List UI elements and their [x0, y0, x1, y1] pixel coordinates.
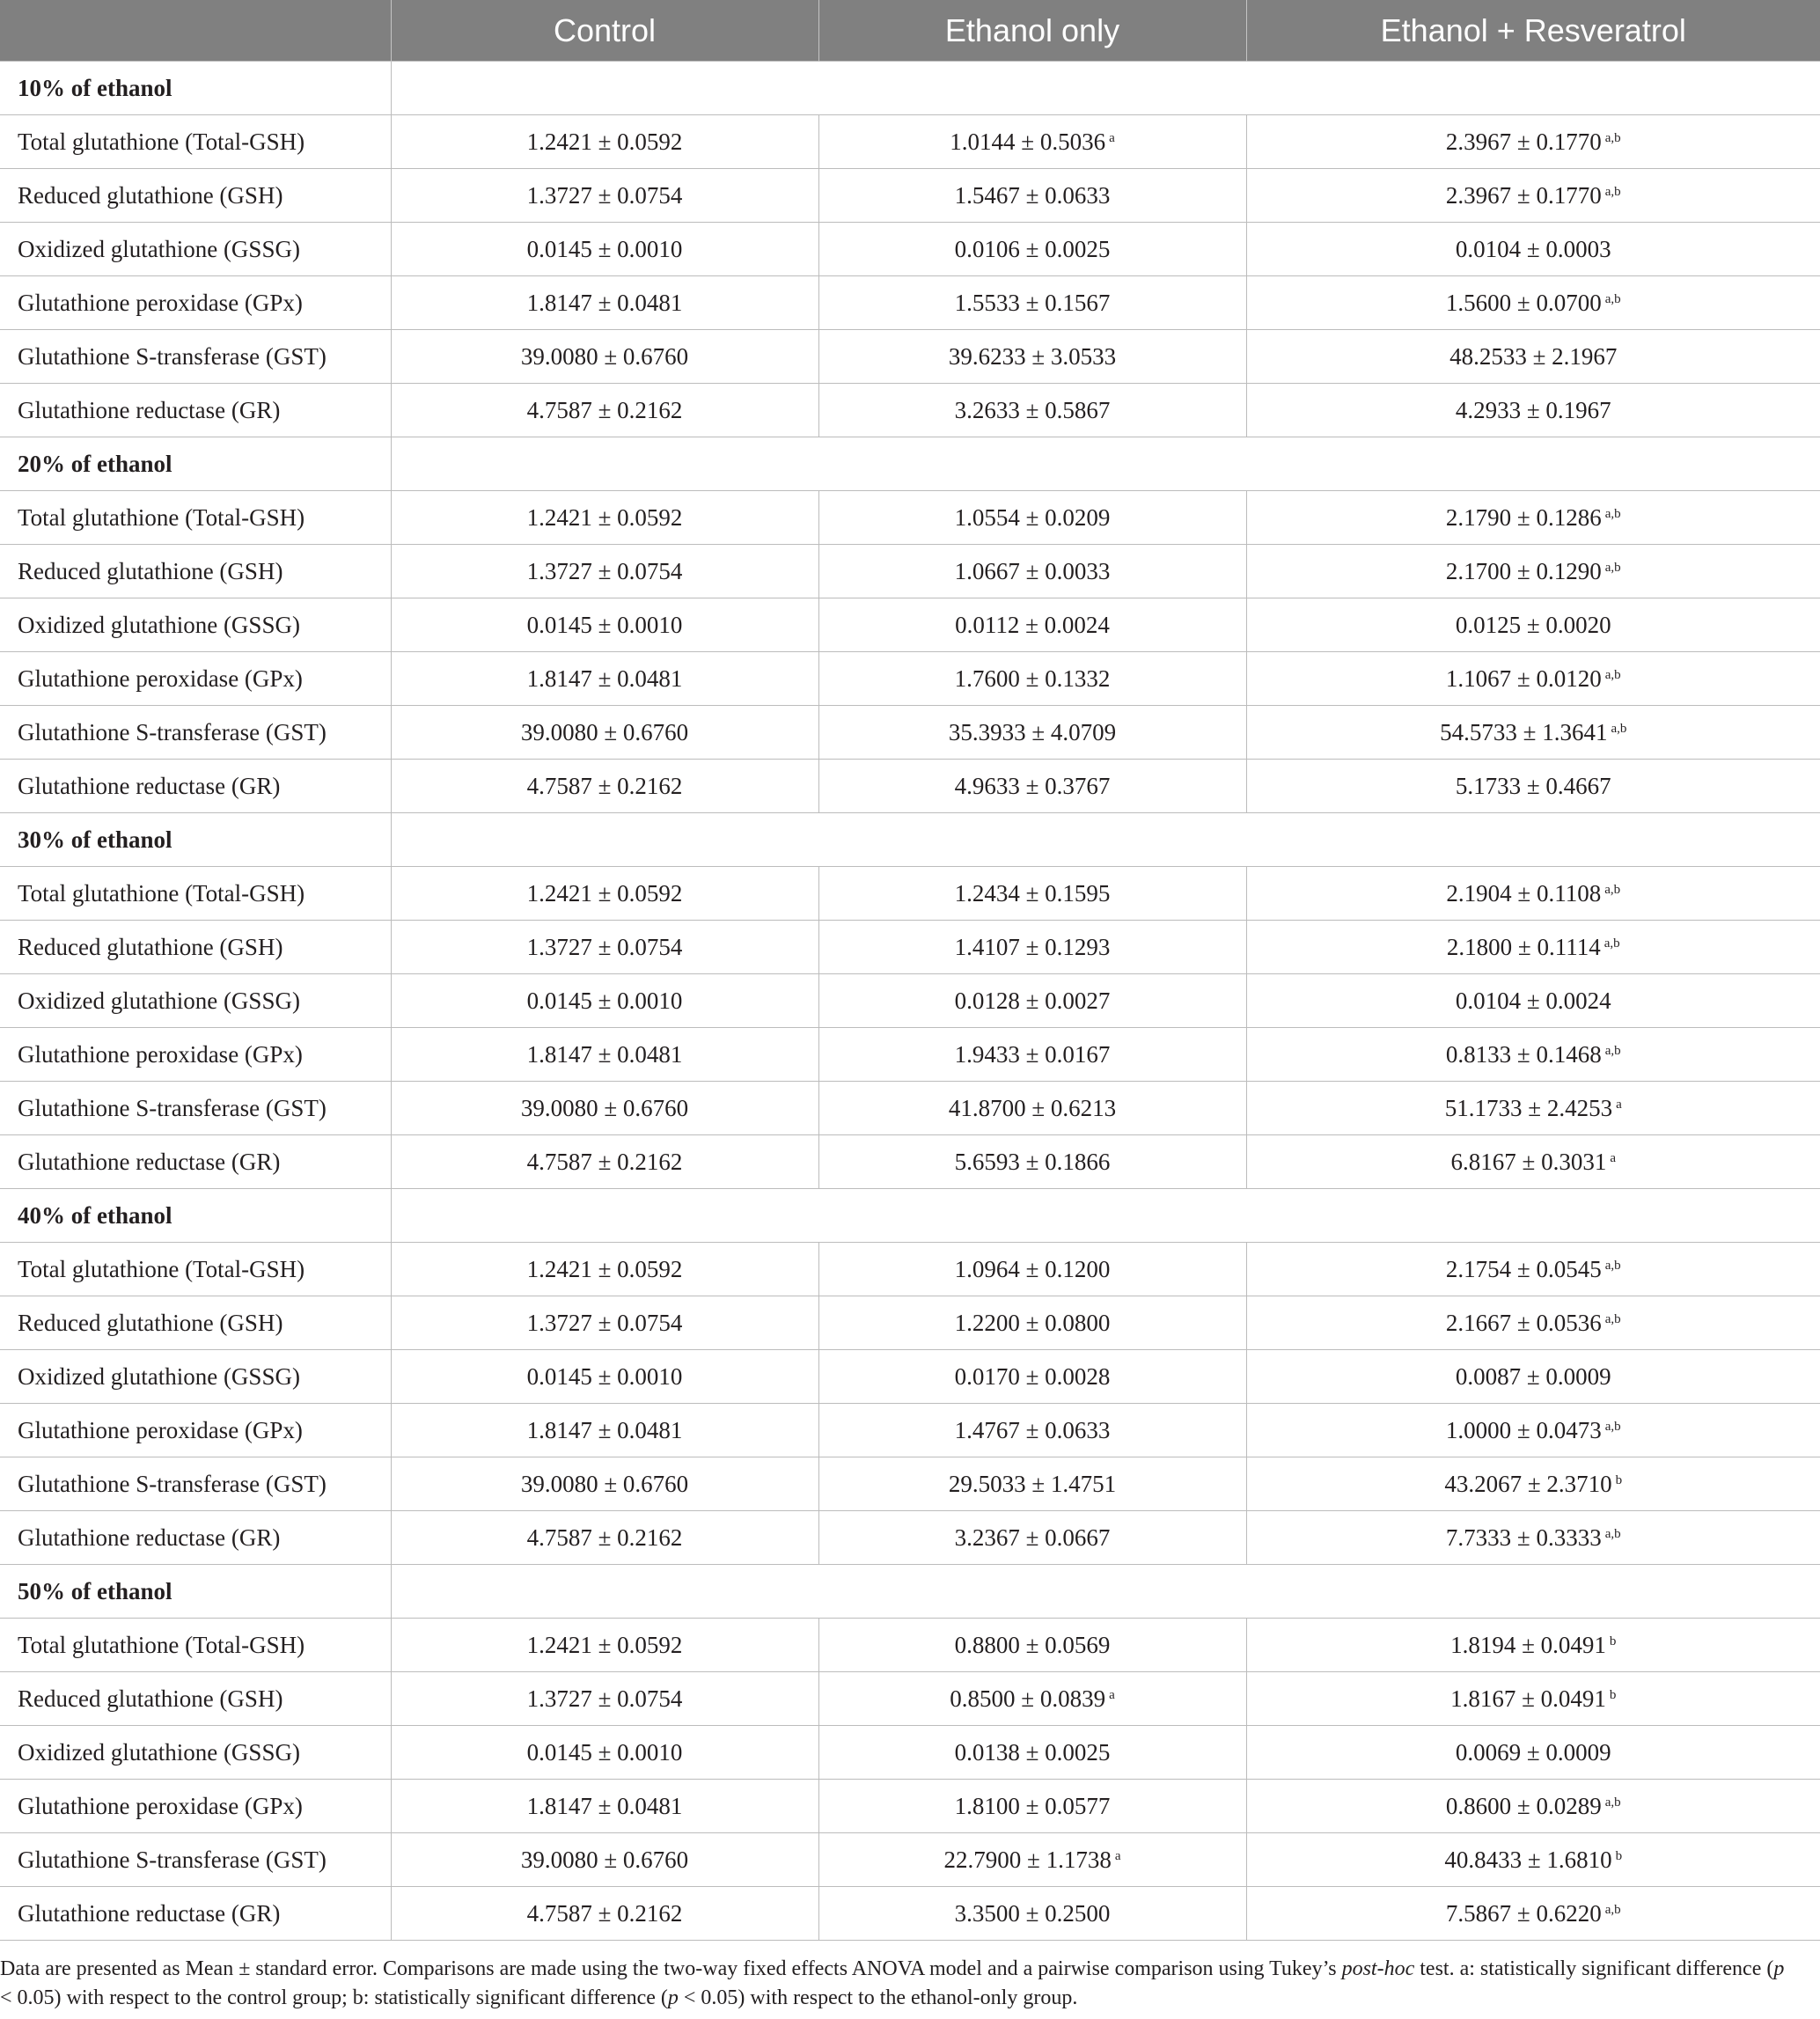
ethanol-only-value-cell — [818, 384, 1246, 437]
ethanol-only-value-cell — [818, 545, 1246, 598]
ethanol-resveratrol-value: 2.1800 ± 0.1114 — [1446, 933, 1601, 960]
control-value-cell — [391, 867, 818, 921]
header-ethanol-only: Ethanol only — [818, 0, 1246, 62]
control-value-cell — [391, 974, 818, 1028]
ethanol-resveratrol-value: 1.0000 ± 0.0473 — [1445, 1416, 1602, 1443]
row-label: Total glutathione (Total-GSH) — [0, 867, 391, 921]
significance-marker: a,b — [1604, 1795, 1621, 1810]
ethanol-only-value: 29.5033 ± 1.4751 — [948, 1470, 1117, 1497]
table-row — [0, 1243, 1820, 1296]
ethanol-resveratrol-value: 1.8167 ± 0.0491 — [1450, 1685, 1606, 1712]
ethanol-resveratrol-value-cell — [1246, 223, 1820, 276]
ethanol-only-value-cell — [818, 1296, 1246, 1350]
control-value: 0.0145 ± 0.0010 — [526, 235, 683, 262]
ethanol-only-value-cell — [818, 276, 1246, 330]
control-value: 39.0080 ± 0.6760 — [520, 1470, 689, 1497]
footnote-italic-p1: p — [1773, 1957, 1785, 1980]
control-value: 39.0080 ± 0.6760 — [520, 718, 689, 745]
table-body — [0, 62, 1820, 1941]
header-control: Control — [391, 0, 818, 62]
control-value-cell — [391, 1135, 818, 1189]
control-value: 1.2421 ± 0.0592 — [526, 1631, 683, 1658]
ethanol-resveratrol-value-cell — [1246, 1511, 1820, 1565]
significance-marker: a — [1114, 1848, 1121, 1863]
ethanol-resveratrol-value: 7.5867 ± 0.6220 — [1445, 1899, 1602, 1927]
significance-marker: a,b — [1604, 1258, 1621, 1273]
group-header-row — [0, 1565, 1820, 1619]
table-row — [0, 1511, 1820, 1565]
row-label: Glutathione peroxidase (GPx) — [0, 1780, 391, 1833]
ethanol-only-value-cell — [818, 1457, 1246, 1511]
table-row — [0, 1726, 1820, 1780]
control-value: 0.0145 ± 0.0010 — [526, 1738, 683, 1766]
control-value-cell — [391, 921, 818, 974]
table-row — [0, 276, 1820, 330]
ethanol-resveratrol-value-cell — [1246, 1082, 1820, 1135]
control-value: 1.2421 ± 0.0592 — [526, 503, 683, 531]
footnote-italic-p2: p — [667, 1986, 679, 2009]
table-row — [0, 760, 1820, 813]
header-blank — [0, 0, 391, 62]
control-value: 4.7587 ± 0.2162 — [526, 1523, 683, 1551]
ethanol-resveratrol-value-cell — [1246, 921, 1820, 974]
row-label: Glutathione peroxidase (GPx) — [0, 652, 391, 706]
row-label: Total glutathione (Total-GSH) — [0, 491, 391, 545]
table-row — [0, 1082, 1820, 1135]
ethanol-only-value: 1.2200 ± 0.0800 — [954, 1309, 1111, 1336]
ethanol-only-value: 1.0554 ± 0.0209 — [954, 503, 1111, 531]
control-value-cell — [391, 276, 818, 330]
control-value: 1.8147 ± 0.0481 — [526, 289, 683, 316]
row-label: Glutathione peroxidase (GPx) — [0, 1404, 391, 1457]
significance-marker: a,b — [1604, 291, 1621, 306]
significance-marker: b — [1609, 1687, 1617, 1702]
group-title-spacer — [391, 437, 1820, 491]
ethanol-resveratrol-value-cell — [1246, 1457, 1820, 1511]
ethanol-only-value: 1.4767 ± 0.0633 — [954, 1416, 1111, 1443]
ethanol-resveratrol-value: 4.2933 ± 0.1967 — [1455, 396, 1611, 423]
ethanol-only-value-cell — [818, 223, 1246, 276]
control-value: 39.0080 ± 0.6760 — [520, 1094, 689, 1121]
ethanol-resveratrol-value-cell — [1246, 545, 1820, 598]
control-value-cell — [391, 1726, 818, 1780]
ethanol-resveratrol-value-cell — [1246, 1726, 1820, 1780]
row-label: Oxidized glutathione (GSSG) — [0, 1726, 391, 1780]
row-label: Oxidized glutathione (GSSG) — [0, 598, 391, 652]
ethanol-resveratrol-value: 6.8167 ± 0.3031 — [1450, 1148, 1607, 1175]
significance-marker: a,b — [1604, 1419, 1621, 1434]
row-label: Oxidized glutathione (GSSG) — [0, 974, 391, 1028]
significance-marker: a,b — [1611, 721, 1627, 736]
table-row — [0, 1404, 1820, 1457]
control-value: 4.7587 ± 0.2162 — [526, 1148, 683, 1175]
group-title-spacer — [391, 813, 1820, 867]
ethanol-only-value: 1.9433 ± 0.0167 — [954, 1040, 1111, 1068]
significance-marker: a,b — [1604, 1043, 1621, 1058]
control-value: 1.2421 ± 0.0592 — [526, 879, 683, 907]
ethanol-only-value-cell — [818, 1028, 1246, 1082]
control-value-cell — [391, 1887, 818, 1941]
ethanol-only-value: 3.2633 ± 0.5867 — [954, 396, 1111, 423]
ethanol-only-value: 22.7900 ± 1.1738 — [943, 1846, 1112, 1873]
table-row — [0, 867, 1820, 921]
significance-marker: a,b — [1604, 667, 1621, 682]
ethanol-resveratrol-value-cell — [1246, 1887, 1820, 1941]
ethanol-only-value-cell — [818, 1243, 1246, 1296]
row-label: Oxidized glutathione (GSSG) — [0, 223, 391, 276]
ethanol-only-value: 5.6593 ± 0.1866 — [954, 1148, 1111, 1175]
control-value: 1.2421 ± 0.0592 — [526, 1255, 683, 1282]
control-value-cell — [391, 1404, 818, 1457]
control-value: 39.0080 ± 0.6760 — [520, 1846, 689, 1873]
ethanol-only-value: 0.8500 ± 0.0839 — [950, 1685, 1106, 1712]
group-title-spacer — [391, 62, 1820, 115]
ethanol-resveratrol-value-cell — [1246, 598, 1820, 652]
control-value-cell — [391, 706, 818, 760]
control-value: 1.3727 ± 0.0754 — [526, 181, 683, 209]
significance-marker: a — [1610, 1150, 1616, 1165]
ethanol-resveratrol-value-cell — [1246, 491, 1820, 545]
table-row — [0, 1780, 1820, 1833]
ethanol-only-value: 39.6233 ± 3.0533 — [948, 342, 1117, 370]
ethanol-only-value: 0.0170 ± 0.0028 — [954, 1362, 1111, 1390]
row-label: Glutathione reductase (GR) — [0, 1135, 391, 1189]
control-value-cell — [391, 1833, 818, 1887]
ethanol-resveratrol-value: 0.0104 ± 0.0003 — [1455, 235, 1611, 262]
header-ethanol-resveratrol: Ethanol + Resveratrol — [1246, 0, 1820, 62]
group-header-row — [0, 813, 1820, 867]
ethanol-resveratrol-value: 48.2533 ± 2.1967 — [1449, 342, 1618, 370]
ethanol-resveratrol-value-cell — [1246, 384, 1820, 437]
significance-marker: a,b — [1604, 560, 1621, 575]
group-title: 30% of ethanol — [0, 813, 391, 867]
control-value: 39.0080 ± 0.6760 — [520, 342, 689, 370]
ethanol-only-value: 35.3933 ± 4.0709 — [948, 718, 1117, 745]
row-label: Oxidized glutathione (GSSG) — [0, 1350, 391, 1404]
control-value-cell — [391, 384, 818, 437]
ethanol-only-value-cell — [818, 1135, 1246, 1189]
control-value-cell — [391, 1082, 818, 1135]
footnote-text-4: < 0.05) with respect to the ethanol-only group. — [678, 1986, 1078, 2009]
table-row — [0, 1457, 1820, 1511]
row-label: Reduced glutathione (GSH) — [0, 921, 391, 974]
ethanol-only-value: 1.0964 ± 0.1200 — [954, 1255, 1111, 1282]
table-row — [0, 598, 1820, 652]
control-value-cell — [391, 1457, 818, 1511]
ethanol-resveratrol-value-cell — [1246, 276, 1820, 330]
control-value-cell — [391, 115, 818, 169]
table-row — [0, 1135, 1820, 1189]
ethanol-resveratrol-value: 0.8133 ± 0.1468 — [1445, 1040, 1602, 1068]
row-label: Glutathione reductase (GR) — [0, 760, 391, 813]
ethanol-resveratrol-value: 5.1733 ± 0.4667 — [1455, 772, 1611, 799]
ethanol-resveratrol-value-cell — [1246, 1833, 1820, 1887]
ethanol-resveratrol-value: 2.1754 ± 0.0545 — [1445, 1255, 1602, 1282]
control-value-cell — [391, 1350, 818, 1404]
group-header-row — [0, 437, 1820, 491]
group-title: 20% of ethanol — [0, 437, 391, 491]
control-value: 1.8147 ± 0.0481 — [526, 1416, 683, 1443]
ethanol-only-value: 1.2434 ± 0.1595 — [954, 879, 1111, 907]
control-value-cell — [391, 1296, 818, 1350]
table-header — [0, 0, 1820, 62]
control-value: 0.0145 ± 0.0010 — [526, 987, 683, 1014]
ethanol-resveratrol-value-cell — [1246, 1135, 1820, 1189]
ethanol-only-value: 3.3500 ± 0.2500 — [954, 1899, 1111, 1927]
ethanol-only-value: 0.8800 ± 0.0569 — [954, 1631, 1111, 1658]
row-label: Glutathione S-transferase (GST) — [0, 1082, 391, 1135]
table-row — [0, 169, 1820, 223]
row-label: Glutathione peroxidase (GPx) — [0, 276, 391, 330]
significance-marker: a,b — [1604, 882, 1621, 897]
ethanol-only-value: 1.4107 ± 0.1293 — [954, 933, 1111, 960]
ethanol-resveratrol-value-cell — [1246, 115, 1820, 169]
ethanol-only-value: 3.2367 ± 0.0667 — [954, 1523, 1111, 1551]
table-row — [0, 1350, 1820, 1404]
row-label: Glutathione S-transferase (GST) — [0, 706, 391, 760]
ethanol-only-value-cell — [818, 1082, 1246, 1135]
ethanol-resveratrol-value-cell — [1246, 974, 1820, 1028]
significance-marker: a — [1109, 1687, 1115, 1702]
ethanol-resveratrol-value-cell — [1246, 706, 1820, 760]
group-header-row — [0, 62, 1820, 115]
ethanol-resveratrol-value: 0.0069 ± 0.0009 — [1455, 1738, 1611, 1766]
significance-marker: b — [1615, 1472, 1623, 1487]
row-label: Glutathione S-transferase (GST) — [0, 330, 391, 384]
group-header-row — [0, 1189, 1820, 1243]
ethanol-resveratrol-value-cell — [1246, 760, 1820, 813]
ethanol-only-value: 0.0128 ± 0.0027 — [954, 987, 1111, 1014]
control-value-cell — [391, 1619, 818, 1672]
ethanol-resveratrol-value: 1.8194 ± 0.0491 — [1450, 1631, 1606, 1658]
control-value: 1.8147 ± 0.0481 — [526, 664, 683, 692]
table-row — [0, 1296, 1820, 1350]
control-value: 4.7587 ± 0.2162 — [526, 772, 683, 799]
ethanol-resveratrol-value: 54.5733 ± 1.3641 — [1440, 718, 1608, 745]
table-footnote — [0, 1955, 1795, 2013]
table-row — [0, 921, 1820, 974]
row-label: Glutathione S-transferase (GST) — [0, 1457, 391, 1511]
control-value: 0.0145 ± 0.0010 — [526, 611, 683, 638]
footnote-text-2: test. a: statistically significant difference ( — [1414, 1957, 1774, 1980]
row-label: Total glutathione (Total-GSH) — [0, 115, 391, 169]
ethanol-resveratrol-value: 2.1904 ± 0.1108 — [1446, 879, 1602, 907]
ethanol-only-value: 0.0106 ± 0.0025 — [954, 235, 1111, 262]
significance-marker: a,b — [1604, 1902, 1621, 1917]
table-row — [0, 706, 1820, 760]
row-label: Reduced glutathione (GSH) — [0, 169, 391, 223]
ethanol-only-value: 0.0138 ± 0.0025 — [954, 1738, 1111, 1766]
table-row — [0, 115, 1820, 169]
row-label: Glutathione reductase (GR) — [0, 1887, 391, 1941]
row-label: Total glutathione (Total-GSH) — [0, 1619, 391, 1672]
ethanol-resveratrol-value-cell — [1246, 652, 1820, 706]
significance-marker: a,b — [1604, 1311, 1621, 1326]
row-label: Glutathione reductase (GR) — [0, 384, 391, 437]
control-value-cell — [391, 169, 818, 223]
control-value-cell — [391, 330, 818, 384]
control-value-cell — [391, 1780, 818, 1833]
table-row — [0, 223, 1820, 276]
significance-marker: a,b — [1604, 936, 1620, 951]
ethanol-only-value-cell — [818, 491, 1246, 545]
ethanol-resveratrol-value: 0.8600 ± 0.0289 — [1445, 1792, 1602, 1819]
control-value: 1.2421 ± 0.0592 — [526, 128, 683, 155]
control-value-cell — [391, 760, 818, 813]
ethanol-resveratrol-value: 0.0087 ± 0.0009 — [1455, 1362, 1611, 1390]
ethanol-resveratrol-value: 2.3967 ± 0.1770 — [1445, 128, 1602, 155]
ethanol-resveratrol-value: 51.1733 ± 2.4253 — [1444, 1094, 1613, 1121]
ethanol-resveratrol-value: 1.5600 ± 0.0700 — [1445, 289, 1602, 316]
ethanol-resveratrol-value-cell — [1246, 867, 1820, 921]
control-value: 0.0145 ± 0.0010 — [526, 1362, 683, 1390]
row-label: Glutathione reductase (GR) — [0, 1511, 391, 1565]
control-value-cell — [391, 1028, 818, 1082]
significance-marker: b — [1615, 1848, 1623, 1863]
row-label: Reduced glutathione (GSH) — [0, 1296, 391, 1350]
control-value-cell — [391, 545, 818, 598]
control-value-cell — [391, 598, 818, 652]
significance-marker: a,b — [1604, 1526, 1621, 1541]
ethanol-only-value: 1.8100 ± 0.0577 — [954, 1792, 1111, 1819]
control-value: 1.8147 ± 0.0481 — [526, 1792, 683, 1819]
ethanol-resveratrol-value-cell — [1246, 1243, 1820, 1296]
ethanol-resveratrol-value: 43.2067 ± 2.3710 — [1444, 1470, 1612, 1497]
ethanol-only-value-cell — [818, 1726, 1246, 1780]
ethanol-only-value-cell — [818, 1833, 1246, 1887]
ethanol-only-value-cell — [818, 115, 1246, 169]
table-row — [0, 1619, 1820, 1672]
table-row — [0, 974, 1820, 1028]
table-row — [0, 384, 1820, 437]
control-value-cell — [391, 1511, 818, 1565]
ethanol-resveratrol-value-cell — [1246, 1296, 1820, 1350]
ethanol-only-value-cell — [818, 1672, 1246, 1726]
ethanol-only-value-cell — [818, 1887, 1246, 1941]
significance-marker: a,b — [1604, 184, 1621, 199]
ethanol-resveratrol-value: 0.0104 ± 0.0024 — [1455, 987, 1611, 1014]
control-value: 4.7587 ± 0.2162 — [526, 396, 683, 423]
ethanol-resveratrol-value: 2.3967 ± 0.1770 — [1445, 181, 1602, 209]
control-value-cell — [391, 223, 818, 276]
ethanol-only-value-cell — [818, 330, 1246, 384]
group-title: 10% of ethanol — [0, 62, 391, 115]
header-row — [0, 0, 1820, 62]
ethanol-only-value-cell — [818, 760, 1246, 813]
control-value-cell — [391, 1672, 818, 1726]
control-value: 4.7587 ± 0.2162 — [526, 1899, 683, 1927]
group-title: 50% of ethanol — [0, 1565, 391, 1619]
table-row — [0, 1672, 1820, 1726]
ethanol-only-value-cell — [818, 706, 1246, 760]
group-title-spacer — [391, 1565, 1820, 1619]
ethanol-only-value-cell — [818, 1404, 1246, 1457]
ethanol-resveratrol-value-cell — [1246, 1350, 1820, 1404]
ethanol-only-value: 0.0112 ± 0.0024 — [955, 611, 1110, 638]
ethanol-only-value-cell — [818, 598, 1246, 652]
significance-marker: a,b — [1604, 130, 1621, 145]
group-title: 40% of ethanol — [0, 1189, 391, 1243]
ethanol-only-value: 41.8700 ± 0.6213 — [948, 1094, 1117, 1121]
ethanol-only-value: 1.7600 ± 0.1332 — [954, 664, 1111, 692]
ethanol-resveratrol-value-cell — [1246, 1404, 1820, 1457]
table-row — [0, 1833, 1820, 1887]
ethanol-resveratrol-value: 1.1067 ± 0.0120 — [1445, 664, 1602, 692]
ethanol-resveratrol-value: 0.0125 ± 0.0020 — [1455, 611, 1611, 638]
table-row — [0, 1028, 1820, 1082]
ethanol-only-value: 1.0144 ± 0.5036 — [950, 128, 1106, 155]
ethanol-only-value-cell — [818, 921, 1246, 974]
row-label: Glutathione peroxidase (GPx) — [0, 1028, 391, 1082]
ethanol-only-value-cell — [818, 1780, 1246, 1833]
ethanol-resveratrol-value: 2.1700 ± 0.1290 — [1445, 557, 1602, 584]
row-label: Glutathione S-transferase (GST) — [0, 1833, 391, 1887]
ethanol-resveratrol-value: 40.8433 ± 1.6810 — [1444, 1846, 1612, 1873]
control-value-cell — [391, 652, 818, 706]
footnote-text-3: < 0.05) with respect to the control group; b: statistically significant difference ( — [0, 1986, 668, 2009]
significance-marker: b — [1609, 1634, 1617, 1648]
ethanol-resveratrol-value-cell — [1246, 330, 1820, 384]
control-value-cell — [391, 491, 818, 545]
table-row — [0, 330, 1820, 384]
ethanol-only-value: 4.9633 ± 0.3767 — [954, 772, 1111, 799]
ethanol-resveratrol-value-cell — [1246, 1672, 1820, 1726]
table-row — [0, 652, 1820, 706]
ethanol-resveratrol-value: 7.7333 ± 0.3333 — [1445, 1523, 1602, 1551]
ethanol-resveratrol-value-cell — [1246, 1619, 1820, 1672]
footnote-italic-posthoc: post-hoc — [1341, 1957, 1415, 1980]
ethanol-only-value-cell — [818, 169, 1246, 223]
table-row — [0, 1887, 1820, 1941]
row-label: Reduced glutathione (GSH) — [0, 1672, 391, 1726]
ethanol-only-value-cell — [818, 974, 1246, 1028]
significance-marker: a — [1109, 130, 1115, 145]
control-value: 1.3727 ± 0.0754 — [526, 1685, 683, 1712]
table-row — [0, 545, 1820, 598]
ethanol-resveratrol-value-cell — [1246, 1028, 1820, 1082]
ethanol-resveratrol-value-cell — [1246, 1780, 1820, 1833]
ethanol-only-value-cell — [818, 1619, 1246, 1672]
row-label: Total glutathione (Total-GSH) — [0, 1243, 391, 1296]
ethanol-only-value-cell — [818, 1511, 1246, 1565]
ethanol-only-value: 1.5533 ± 0.1567 — [954, 289, 1111, 316]
ethanol-only-value-cell — [818, 652, 1246, 706]
significance-marker: a — [1616, 1097, 1622, 1112]
ethanol-resveratrol-value: 2.1790 ± 0.1286 — [1445, 503, 1602, 531]
ethanol-only-value-cell — [818, 867, 1246, 921]
control-value: 1.3727 ± 0.0754 — [526, 1309, 683, 1336]
control-value: 1.3727 ± 0.0754 — [526, 933, 683, 960]
ethanol-resveratrol-value: 2.1667 ± 0.0536 — [1445, 1309, 1602, 1336]
ethanol-resveratrol-value-cell — [1246, 169, 1820, 223]
ethanol-only-value: 1.5467 ± 0.0633 — [954, 181, 1111, 209]
control-value-cell — [391, 1243, 818, 1296]
control-value: 1.8147 ± 0.0481 — [526, 1040, 683, 1068]
ethanol-only-value: 1.0667 ± 0.0033 — [954, 557, 1111, 584]
ethanol-only-value-cell — [818, 1350, 1246, 1404]
table-row — [0, 491, 1820, 545]
significance-marker: a,b — [1604, 506, 1621, 521]
group-title-spacer — [391, 1189, 1820, 1243]
footnote-text-1: Data are presented as Mean ± standard error. Comparisons are made using the two-way fixed effects ANOVA model and a pairwise comparison using Tukey’s — [0, 1957, 1342, 1980]
row-label: Reduced glutathione (GSH) — [0, 545, 391, 598]
control-value: 1.3727 ± 0.0754 — [526, 557, 683, 584]
